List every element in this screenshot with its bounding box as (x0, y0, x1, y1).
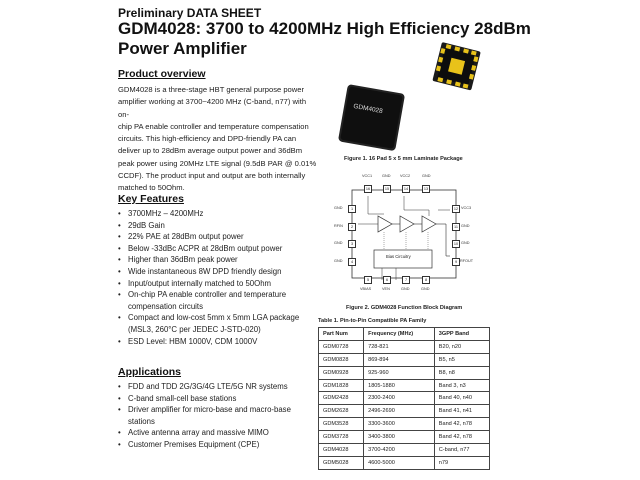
overview-line: CCDF). The product input and output are both internally (118, 171, 306, 181)
pin-number: 2 (348, 223, 356, 231)
pin-number: 16 (365, 187, 371, 191)
block-diagram (334, 170, 474, 296)
applications-heading: Applications (118, 366, 182, 378)
list-item: • Higher than 36dBm peak power (118, 254, 308, 266)
list-item: • 29dB Gain (118, 220, 308, 232)
pin-label: GND (334, 241, 343, 245)
table-cell: GDM4028 (319, 444, 364, 457)
chip-marked-image (338, 84, 405, 151)
table-row (319, 379, 490, 392)
table-row (319, 353, 490, 366)
pin-number: 4 (348, 258, 356, 266)
pin-label: VCC2 (400, 174, 411, 178)
table-cell: GDM2628 (319, 405, 364, 418)
table-row (319, 392, 490, 405)
table-row (319, 340, 490, 353)
page-title: GDM4028: 3700 to 4200MHz High Efficiency 28dBm Power Amplifier (118, 19, 531, 58)
overview-line: deliver up to 28dBm average output power and 36dBm (118, 146, 303, 156)
table-cell: Band 40, n40 (434, 392, 489, 405)
compatible-pa-table (318, 327, 490, 470)
pin-number: 15 (384, 187, 390, 191)
table-cell: 2300-2400 (364, 392, 435, 405)
figure2-caption: Figure 2. GDM4028 Function Block Diagram (346, 305, 463, 311)
table-cell: Band 41, n41 (434, 405, 489, 418)
chip-topview-image (432, 42, 480, 90)
pin-number: 14 (403, 187, 409, 191)
list-item: • Input/output internally matched to 50Ohm (118, 278, 308, 290)
pin-number: 10 (453, 242, 459, 246)
table-cell: 728-821 (364, 340, 435, 353)
table-cell: GDM0828 (319, 353, 364, 366)
table-row (319, 444, 490, 457)
overview-line: circuits. This high-efficiency and DPD-friendly PA can (118, 134, 297, 144)
list-item: • Active antenna array and massive MIMO (118, 427, 308, 439)
table-cell: 4600-5000 (364, 456, 435, 469)
pin-label: GND (401, 287, 410, 291)
overview-line: peak power using 20MHz LTE signal (9.5dB PAR @ 0.01% (118, 158, 317, 168)
overview-text (118, 84, 318, 195)
table-cell: 3700-4200 (364, 444, 435, 457)
column-header: Part Num (319, 328, 364, 341)
pin-label: GND (461, 241, 470, 245)
pin-label: GND (461, 224, 470, 228)
list-item: • ESD Level: HBM 1000V, CDM 1000V (118, 336, 308, 348)
table-cell: 3400-3800 (364, 431, 435, 444)
table-cell: GDM1828 (319, 379, 364, 392)
pin-number: 8 (422, 276, 430, 284)
list-item: • Wide instantaneous 8W DPD friendly design (118, 266, 308, 278)
table-cell: GDM0928 (319, 366, 364, 379)
table-cell: GDM3728 (319, 431, 364, 444)
table-row (319, 456, 490, 469)
pin-number: 12 (453, 207, 459, 211)
list-item: • FDD and TDD 2G/3G/4G LTE/5G NR systems (118, 381, 308, 393)
pin-number: 9 (452, 258, 460, 266)
overview-line: GDM4028 is a three-stage HBT general purpose power (118, 85, 305, 94)
table-cell: Band 3, n3 (434, 379, 489, 392)
table-cell: GDM0728 (319, 340, 364, 353)
bias-circuitry-label: Bias Circuitry (386, 254, 411, 259)
table-header-row (319, 328, 490, 341)
table-cell: B5, n5 (434, 353, 489, 366)
column-header: 3GPP Band (434, 328, 489, 341)
features-heading: Key Features (118, 193, 184, 205)
pin-label: VBIAS (360, 287, 372, 291)
pin-number: 1 (348, 205, 356, 213)
pin-label: GND (334, 206, 343, 210)
pin-label: VCC3 (461, 206, 472, 210)
table-cell: n79 (434, 456, 489, 469)
overview-line: chip PA enable controller and temperature compensation (118, 121, 309, 131)
list-item: • C-band small-cell base stations (118, 393, 308, 405)
overview-heading: Product overview (118, 68, 206, 80)
pin-number: 5 (364, 276, 372, 284)
pin-number: 13 (423, 187, 429, 191)
list-item: • 3700MHz – 4200MHz (118, 208, 308, 220)
table-cell: Band 42, n78 (434, 418, 489, 431)
pin-number: 6 (383, 276, 391, 284)
table-caption: Table 1. Pin-to-Pin Compatible PA Family (318, 318, 427, 324)
table-cell: 1805-1880 (364, 379, 435, 392)
table-cell: GDM2428 (319, 392, 364, 405)
table-cell: B8, n8 (434, 366, 489, 379)
list-item: • Customer Premises Equipment (CPE) (118, 439, 308, 451)
pin-label: GND (382, 174, 391, 178)
package-photo (330, 40, 490, 160)
table-cell: GDM3528 (319, 418, 364, 431)
table-cell: B20, n20 (434, 340, 489, 353)
table-cell: GDM5028 (319, 456, 364, 469)
list-item: • Driver amplifier for micro-base and macro-base stations (118, 404, 308, 427)
pin-label: GND (422, 174, 431, 178)
pin-label: RFOUT (460, 259, 474, 263)
table-cell: 3300-3600 (364, 418, 435, 431)
table-cell: C-band, n77 (434, 444, 489, 457)
overview-line: matched to 50Ohm. (118, 183, 185, 193)
table-cell: 869-894 (364, 353, 435, 366)
applications-list (118, 381, 308, 451)
table-row (319, 418, 490, 431)
list-item: • Below -33dBc ACPR at 28dBm output power (118, 243, 308, 255)
list-item: • Compact and low-cost 5mm x 5mm LGA package (MSL3, 260°C per JEDEC J-STD-020) (118, 312, 308, 335)
pin-number: 3 (348, 240, 356, 248)
document-label: Preliminary DATA SHEET (118, 6, 262, 20)
figure1-caption: Figure 1. 16 Pad 5 x 5 mm Laminate Package (344, 156, 463, 162)
list-item: • 22% PAE at 28dBm output power (118, 231, 308, 243)
table-row (319, 366, 490, 379)
overview-line: amplifier working at 3700~4200 MHz (C-band, n77) with on- (118, 97, 307, 119)
pin-label: RFIN (334, 224, 343, 228)
pin-number: 7 (402, 276, 410, 284)
pin-number: 11 (452, 223, 460, 231)
table-cell: 925-960 (364, 366, 435, 379)
pin-label: GND (421, 287, 430, 291)
chip-marking: GDM4028 (352, 103, 384, 116)
pin-label: VEN (382, 287, 390, 291)
table-row (319, 405, 490, 418)
list-item: • On-chip PA enable controller and temperature compensation circuits (118, 289, 308, 312)
pin-label: VCC1 (362, 174, 373, 178)
column-header: Frequency (MHz) (364, 328, 435, 341)
table-cell: 2496-2690 (364, 405, 435, 418)
table-cell: Band 42, n78 (434, 431, 489, 444)
pin-label: GND (334, 259, 343, 263)
features-list (118, 208, 308, 347)
table-row (319, 431, 490, 444)
